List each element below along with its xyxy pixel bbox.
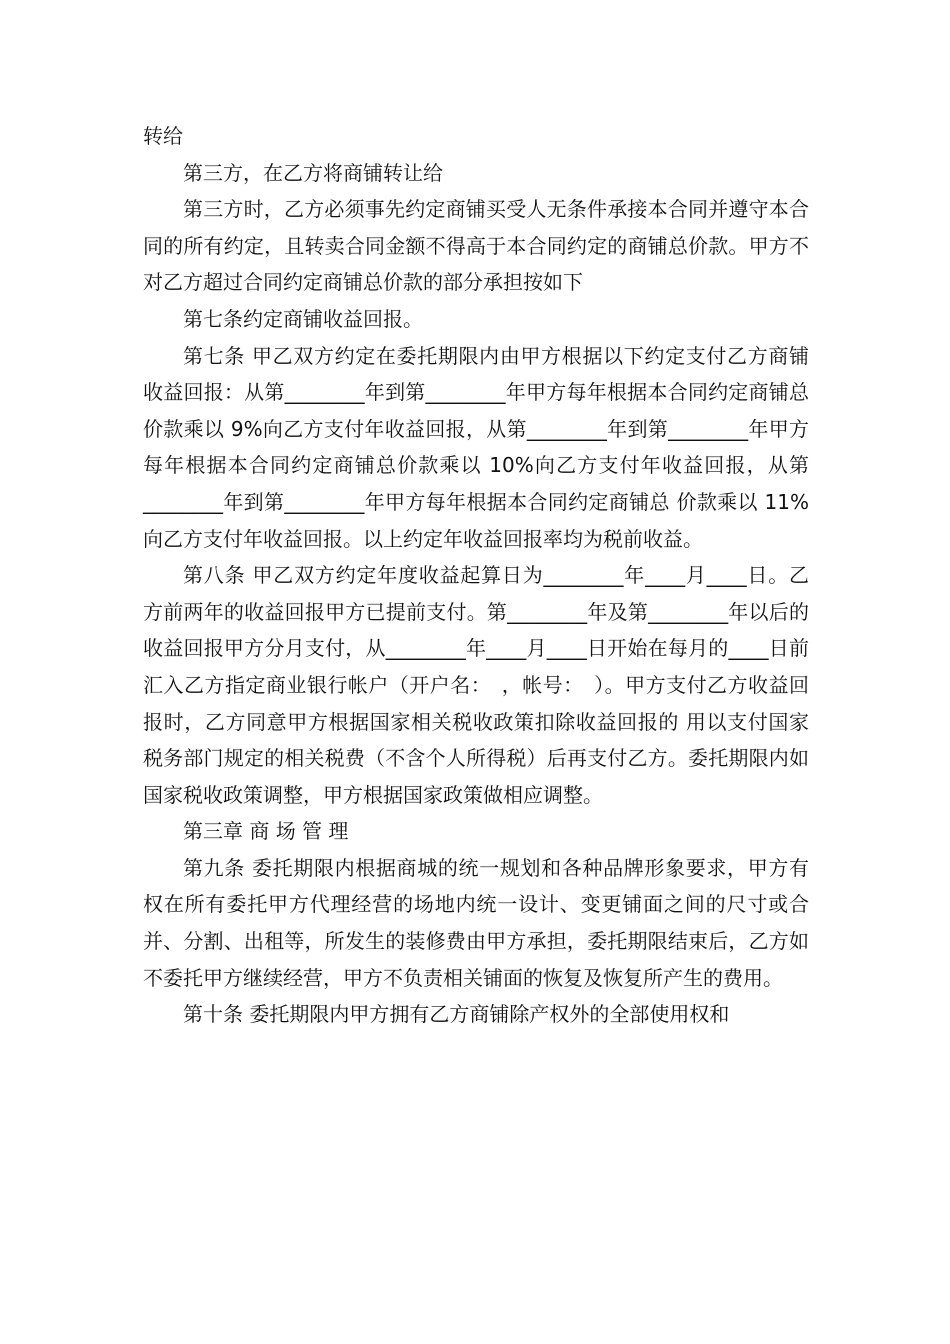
paragraph-article-7: 第七条 甲乙双方约定在委托期限内由甲方根据以下约定支付乙方商铺收益回报：从第________年到第________年甲方每年根据本合同约定商铺总价款乘以 9%向乙方支付年收益回报，从第________年到第________年甲方每年根据本合同约定商铺总价款乘以 10%向乙方支付年收益回报，从第________年到第________年甲方每年根据本合同约定商铺总 价款乘以 11%向乙方支付年收益回报。以上约定年收益回报率均为税前收益。 (143, 343, 809, 551)
paragraph-article-8: 第八条 甲乙双方约定年度收益起算日为________年____月____日。乙方前两年的收益回报甲方已提前支付。第________年及第________年以后的收益回报甲方分月支付，从________年____月____日开始在每月的____日前汇入乙方指定商业银行帐户（开户名： ，帐号： ）。甲方支付乙方收益回报时，乙方同意甲方根据国家相关税收政策扣除收益回报的 用以支付国家税务部门规定的相关税费（不含个人所得税）后再支付乙方。委托期限内如国家税收政策调整，甲方根据国家政策做相应调整。 (143, 563, 809, 807)
paragraph-article-10: 第十条 委托期限内甲方拥有乙方商铺除产权外的全部使用权和 (183, 1002, 730, 1027)
paragraph-continuation: 转给 (143, 124, 183, 148)
paragraph-transfer-terms: 第三方时，乙方必须事先约定商铺买受人无条件承接本合同并遵守本合同的所有约定，且转卖合同金额不得高于本合同约定的商铺总价款。甲方不对乙方超过合同约定商铺总价款的部分承担按如下 (143, 197, 809, 295)
paragraph-article-7-heading: 第七条约定商铺收益回报。 (183, 306, 423, 331)
paragraph-article-9: 第九条 委托期限内根据商城的统一规划和各种品牌形象要求，甲方有权在所有委托甲方代理经营的场地内统一设计、变更铺面之间的尺寸或合并、分割、出租等，所发生的装修费由甲方承担，委托期限结束后，乙方如不委托甲方继续经营，甲方不负责相关铺面的恢复及恢复所产生的费用。 (143, 855, 809, 990)
paragraph-third-party: 第三方，在乙方将商铺转让给 (183, 160, 443, 185)
document-body (143, 118, 809, 1033)
chapter-3-heading: 第三章 商 场 管 理 (183, 819, 349, 844)
